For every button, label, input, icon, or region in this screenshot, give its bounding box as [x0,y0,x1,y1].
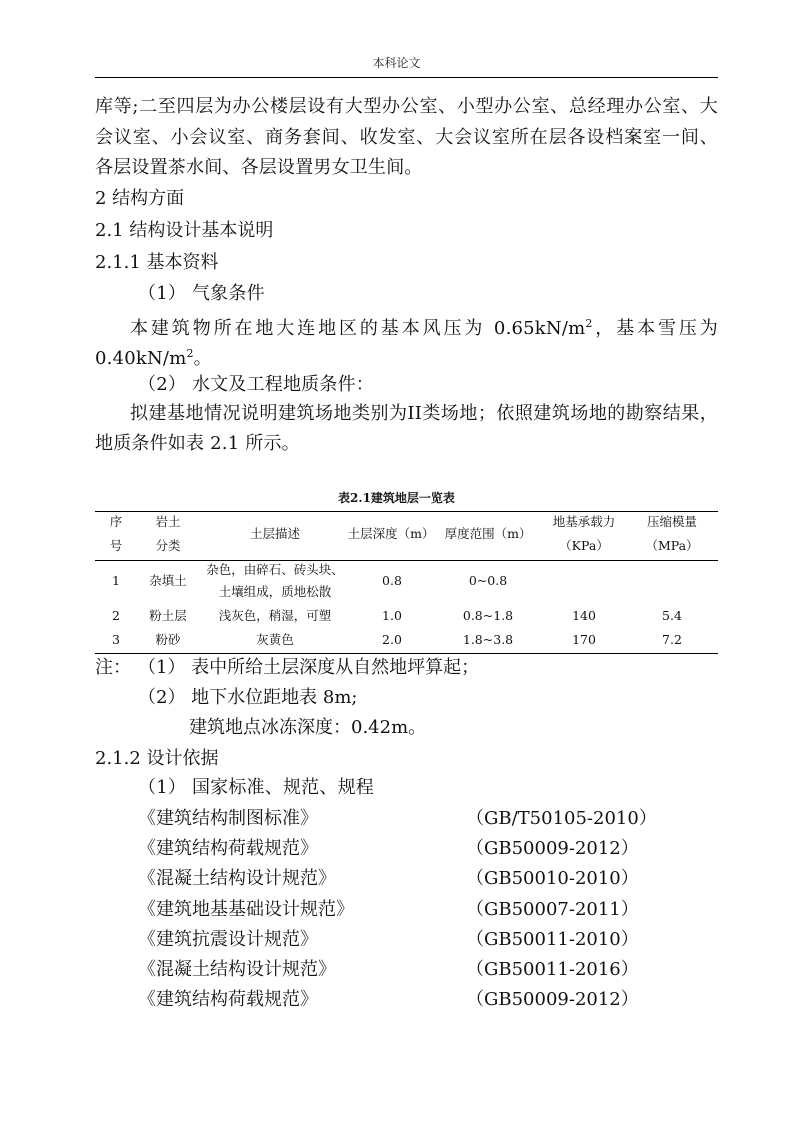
th-desc: 土层描述 [249,526,301,541]
th-depth: 土层深度（m） [347,526,435,541]
table-cell-depth: 0.8 [382,573,402,588]
section-heading-2-1-1: 2.1.1 基本资料 [95,252,219,273]
table-cell-desc: 土壤组成，质地松散 [218,584,332,599]
running-header: 本科论文 [372,56,421,70]
table-cell-seq: 3 [112,632,120,647]
geology-line-1: 拟建基地情况说明建筑场地类别为II类场地；依照建筑场地的勘察结果， [130,403,718,424]
th-bearing-2: （KPa） [559,538,609,553]
table-cell-thickness: 1.8~3.8 [462,632,514,647]
standard-code: （GB50009-2012） [466,989,639,1010]
table-top-rule [95,511,718,512]
standard-code: （GB50009-2012） [466,838,639,859]
geology-line-2: 地质条件如表 2.1 所示。 [95,433,300,454]
th-seq-1: 序 [109,514,123,529]
intro-line-2: 会议室、小会议室、商务套间、收发室、大会议室所在层各设档案室一间、 [95,127,718,148]
section-heading-2-1: 2.1 结构设计基本说明 [95,220,274,241]
standards-intro: （1） 国家标准、规范、规程 [138,777,374,798]
th-modulus-2: （MPa） [645,538,699,553]
th-seq-2: 号 [109,538,123,553]
table-cell-type: 粉土层 [149,608,187,623]
th-type-1: 岩土 [155,514,181,529]
standard-code: （GB50010-2010） [466,868,639,889]
geology-label: （2） 水文及工程地质条件： [138,374,374,395]
standard-code: （GB/T50105-2010） [466,808,657,829]
th-type-2: 分类 [155,538,181,553]
section-heading-2: 2 结构方面 [95,188,185,209]
standard-name: 《建筑抗震设计规范》 [138,929,318,950]
climate-line-2: $0.40kN/m^2$。 [95,347,212,369]
standard-name: 《混凝土结构设计规范》 [138,868,336,889]
table-cell-desc: 灰黄色 [256,632,294,647]
note-item-1: （1） 表中所给土层深度从自然地坪算起； [138,657,480,678]
standard-code: （GB50011-2010） [466,929,639,950]
table-caption: 表2.1建筑地层一览表 [338,491,455,505]
standard-name: 《建筑结构荷载规范》 [138,989,318,1010]
table-cell-type: 杂填土 [149,573,187,588]
standard-name: 《混凝土结构设计规范》 [138,959,336,980]
table-cell-modulus: 7.2 [662,632,682,647]
standard-code: （GB50011-2016） [466,959,639,980]
intro-line-3: 各层设置茶水间、各层设置男女卫生间。 [95,157,423,178]
th-modulus-1: 压缩模量 [646,514,698,529]
table-cell-type: 粉砂 [155,632,181,647]
table-cell-seq: 1 [112,573,120,588]
table-cell-bearing: 170 [572,632,596,647]
table-cell-thickness: 0~0.8 [468,573,508,588]
table-cell-depth: 1.0 [382,608,402,623]
climate-label: （1） 气象条件 [138,283,265,304]
note-item-2: （2） 地下水位距地表 8m; [138,687,358,708]
th-thickness: 厚度范围（m） [444,526,532,541]
table-cell-seq: 2 [112,608,120,623]
table-header-rule [95,560,718,561]
standard-name: 《建筑地基基础设计规范》 [138,899,354,920]
standard-name: 《建筑结构制图标准》 [138,808,318,829]
intro-line-1: 库等;二至四层为办公楼层设有大型办公室、小型办公室、总经理办公室、大 [95,96,718,117]
climate-line-1: 本建筑物所在地大连地区的基本风压为 $0.65kN/m^2$，基本雪压为 [130,317,718,339]
note-item-3: 建筑地点冰冻深度：0.42m。 [189,717,427,738]
section-heading-2-1-2: 2.1.2 设计依据 [95,748,219,769]
notes-prefix: 注： [95,657,131,678]
th-bearing-1: 地基承载力 [552,514,616,529]
table-cell-depth: 2.0 [382,632,402,647]
table-bottom-rule [95,653,718,654]
header-rule [95,77,718,78]
standard-name: 《建筑结构荷载规范》 [138,838,318,859]
table-cell-bearing: 140 [572,608,596,623]
table-cell-desc: 杂色，由碎石、砖头块、 [206,562,344,577]
table-cell-thickness: 0.8~1.8 [462,608,514,623]
standard-code: （GB50007-2011） [466,899,639,920]
table-cell-modulus: 5.4 [662,608,682,623]
table-cell-desc: 浅灰色，稍湿，可塑 [218,608,332,623]
